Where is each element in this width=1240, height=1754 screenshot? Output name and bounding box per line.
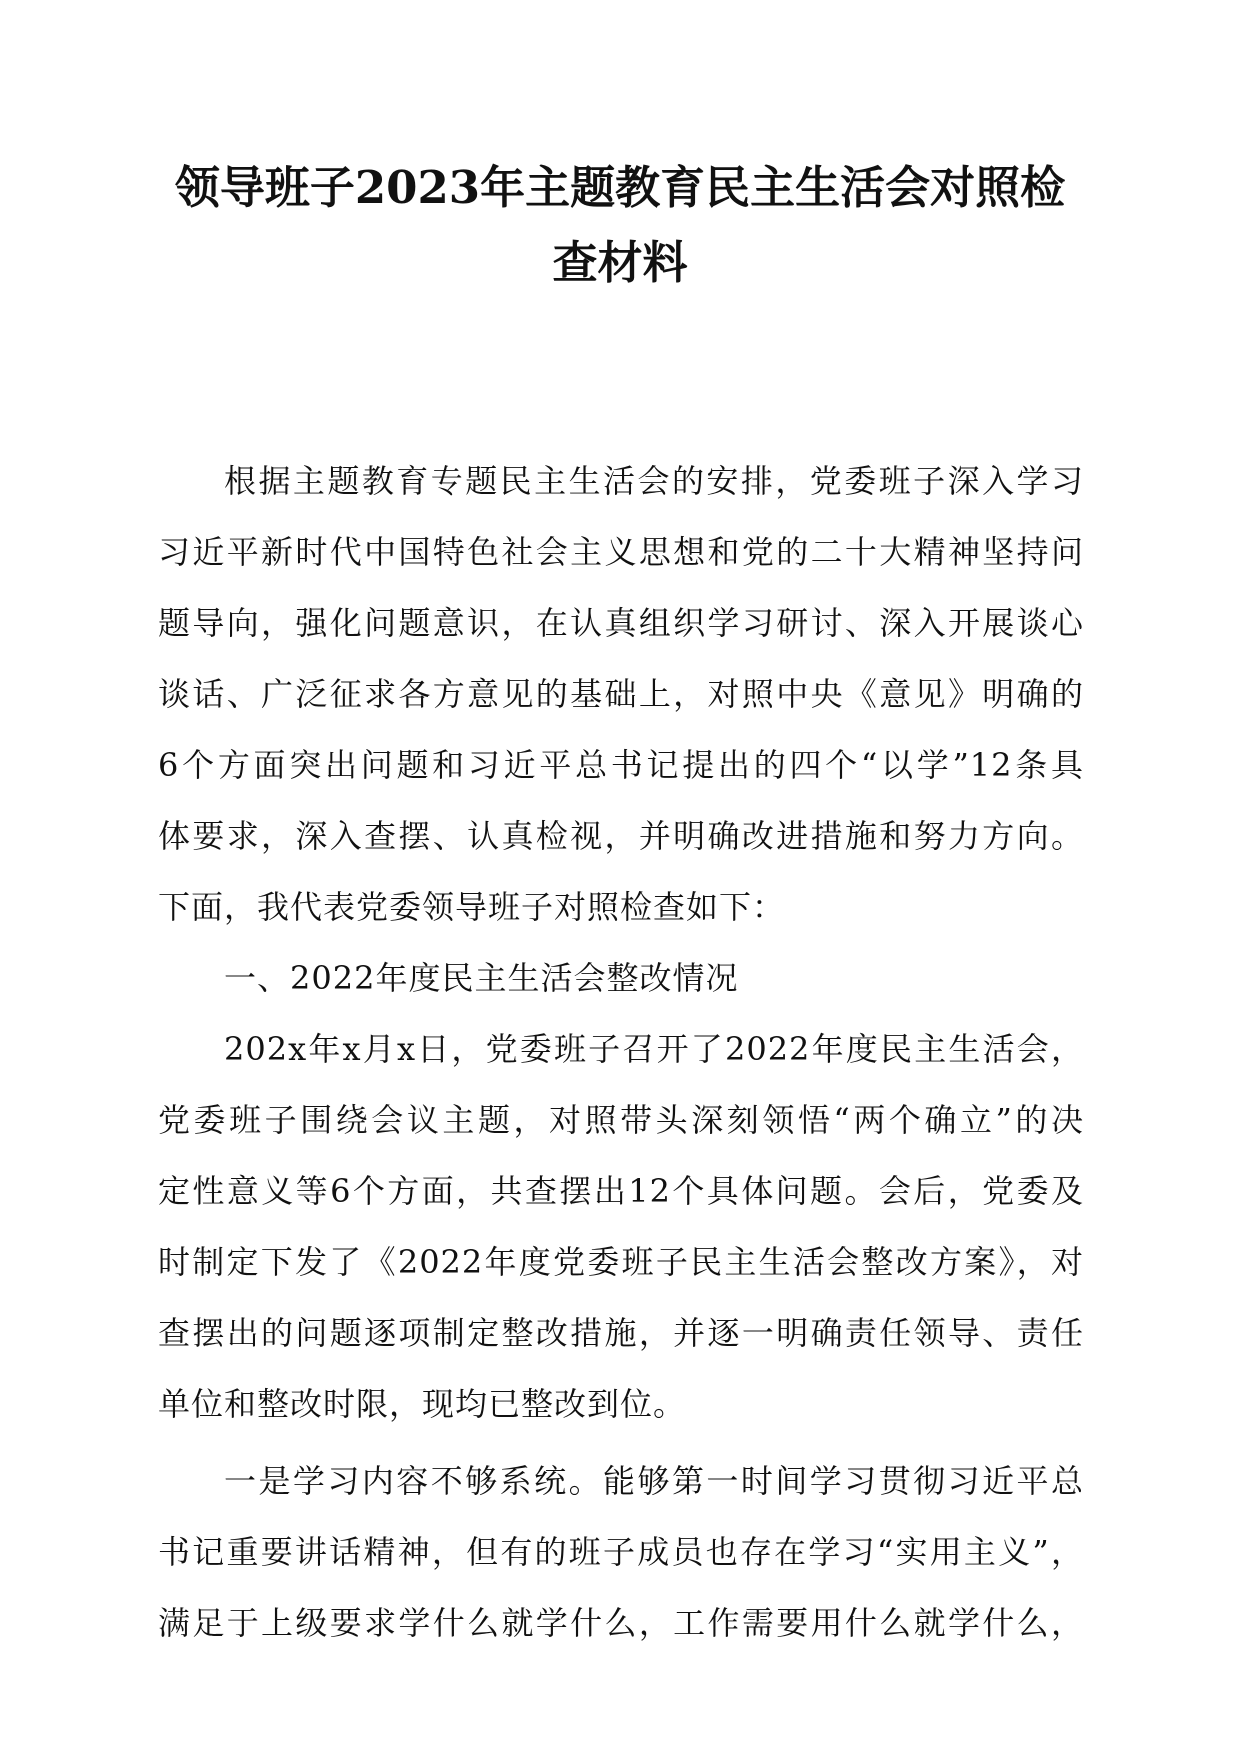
text-line: 体要求，深入查摆、认真检视，并明确改进措施和努力方向。 [158,817,1084,855]
text-line: 题导向，强化问题意识，在认真组织学习研讨、深入开展谈心 [158,604,1084,642]
section-heading [158,943,1084,1014]
text-line: 根据主题教育专题民主生活会的安排，党委班子深入学习 [224,462,1084,500]
paragraph-item-one [158,1446,1084,1659]
paragraph-rectification [158,1014,1084,1440]
text-line: 下面，我代表党委领导班子对照检查如下： [158,888,786,926]
text-line: 6个方面突出问题和习近平总书记提出的四个“以学”12条具 [158,746,1084,784]
text-line: 党委班子围绕会议主题，对照带头深刻领悟“两个确立”的决 [158,1101,1084,1139]
text-line: 满足于上级要求学什么就学什么，工作需要用什么就学什么， [158,1604,1084,1642]
title-line-2: 查材料 [552,236,688,289]
paragraph-intro [158,446,1084,943]
heading-line: 一、2022年度民主生活会整改情况 [224,959,739,997]
document-title [150,150,1090,300]
text-line: 查摆出的问题逐项制定整改措施，并逐一明确责任领导、责任 [158,1314,1084,1352]
text-line: 定性意义等6个方面，共查摆出12个具体问题。会后，党委及 [158,1172,1084,1210]
text-line: 202x年x月x日，党委班子召开了2022年度民主生活会， [224,1030,1084,1068]
title-line-1: 领导班子2023年主题教育民主生活会对照检 [174,161,1066,214]
text-line: 书记重要讲话精神，但有的班子成员也存在学习“实用主义”， [158,1533,1084,1571]
text-line: 时制定下发了《2022年度党委班子民主生活会整改方案》，对 [158,1243,1084,1281]
text-line: 单位和整改时限，现均已整改到位。 [158,1385,687,1423]
text-line: 谈话、广泛征求各方意见的基础上，对照中央《意见》明确的 [158,675,1084,713]
text-line: 一是学习内容不够系统。能够第一时间学习贯彻习近平总 [224,1462,1084,1500]
document-body [158,446,1084,1659]
text-line: 习近平新时代中国特色社会主义思想和党的二十大精神坚持问 [158,533,1084,571]
